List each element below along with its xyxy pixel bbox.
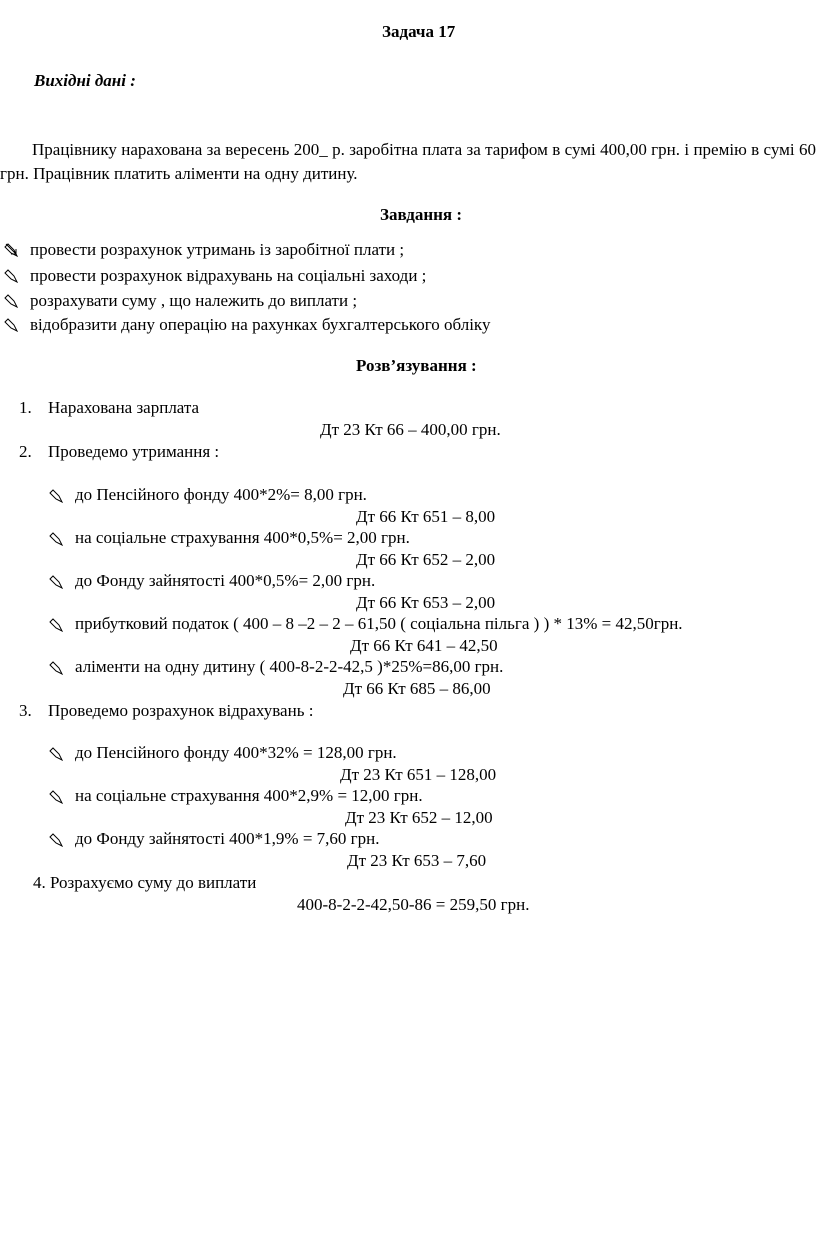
step-1-number: 1. — [19, 398, 32, 417]
contribution-item: до Пенсійного фонду 400*32% = 128,00 грн. — [75, 743, 397, 762]
initial-data-heading: Вихідні дані : — [34, 71, 136, 90]
deduction-item: до Фонду зайнятості 400*0,5%= 2,00 грн. — [75, 571, 376, 590]
task-item: відобразити дану операцію на рахунках бухгалтерського обліку — [30, 315, 491, 334]
deduction-item: на соціальне страхування 400*0,5%= 2,00 грн. — [75, 528, 410, 547]
outlined-arrow-icon — [49, 575, 63, 589]
outlined-arrow-icon — [4, 294, 18, 308]
task-heading: Завдання : — [380, 205, 463, 224]
contribution-entry: Дт 23 Кт 651 – 128,00 — [340, 765, 497, 784]
deduction-entry: Дт 66 Кт 685 – 86,00 — [343, 679, 491, 698]
step-1-entry: Дт 23 Кт 66 – 400,00 грн. — [320, 420, 501, 439]
outlined-arrow-icon — [49, 618, 63, 632]
contribution-item: на соціальне страхування 400*2,9% = 12,00 грн. — [75, 786, 423, 805]
outlined-arrow-icon — [49, 489, 63, 503]
outlined-arrow-icon — [4, 318, 18, 332]
outlined-arrow-icon — [49, 747, 63, 761]
step-3-label: Проведемо розрахунок відрахувань : — [48, 701, 314, 720]
outlined-arrow-icon — [4, 243, 18, 257]
outlined-arrow-icon — [4, 269, 18, 283]
step-2-number: 2. — [19, 442, 32, 461]
deduction-item: аліменти на одну дитину ( 400-8-2-2-42,5 )*25%=86,00 грн. — [75, 657, 504, 676]
step-4-formula: 400-8-2-2-42,50-86 = 259,50 грн. — [297, 895, 530, 914]
step-3-number: 3. — [19, 701, 32, 720]
outlined-arrow-icon — [49, 790, 63, 804]
task-item: провести розрахунок відрахувань на соціальні заходи ; — [30, 266, 427, 285]
contribution-entry: Дт 23 Кт 652 – 12,00 — [345, 808, 493, 827]
task-item: розрахувати суму , що належить до виплати ; — [30, 291, 358, 310]
contribution-item: до Фонду зайнятості 400*1,9% = 7,60 грн. — [75, 829, 380, 848]
deduction-item: прибутковий податок ( 400 – 8 –2 – 2 – 61,50 ( соціальна пільга ) ) * 13% = 42,50грн. — [75, 614, 683, 633]
deduction-entry: Дт 66 Кт 652 – 2,00 — [356, 550, 496, 569]
task-item: провести розрахунок утримань із заробітної плати ; — [30, 240, 405, 259]
deduction-entry: Дт 66 Кт 651 – 8,00 — [356, 507, 496, 526]
deduction-item: до Пенсійного фонду 400*2%= 8,00 грн. — [75, 485, 367, 504]
intro-paragraph: Працівнику нарахована за вересень 200_ р. заробітна плата за тарифом в сумі 400,00 грн. і премію в сумі 60 грн. Працівник платить аліменти на одну дитину. — [0, 140, 816, 183]
outlined-arrow-icon — [49, 661, 63, 675]
page-title: Задача 17 — [382, 22, 456, 41]
step-4-label: 4. Розрахуємо суму до виплати — [33, 873, 257, 892]
outlined-arrow-icon — [49, 833, 63, 847]
step-1-label: Нарахована зарплата — [48, 398, 200, 417]
deduction-entry: Дт 66 Кт 653 – 2,00 — [356, 593, 496, 612]
solution-heading: Розв’язування : — [356, 356, 477, 375]
deduction-entry: Дт 66 Кт 641 – 42,50 — [350, 636, 498, 655]
outlined-arrow-icon — [49, 532, 63, 546]
contribution-entry: Дт 23 Кт 653 – 7,60 — [347, 851, 487, 870]
step-2-label: Проведемо утримання : — [48, 442, 220, 461]
